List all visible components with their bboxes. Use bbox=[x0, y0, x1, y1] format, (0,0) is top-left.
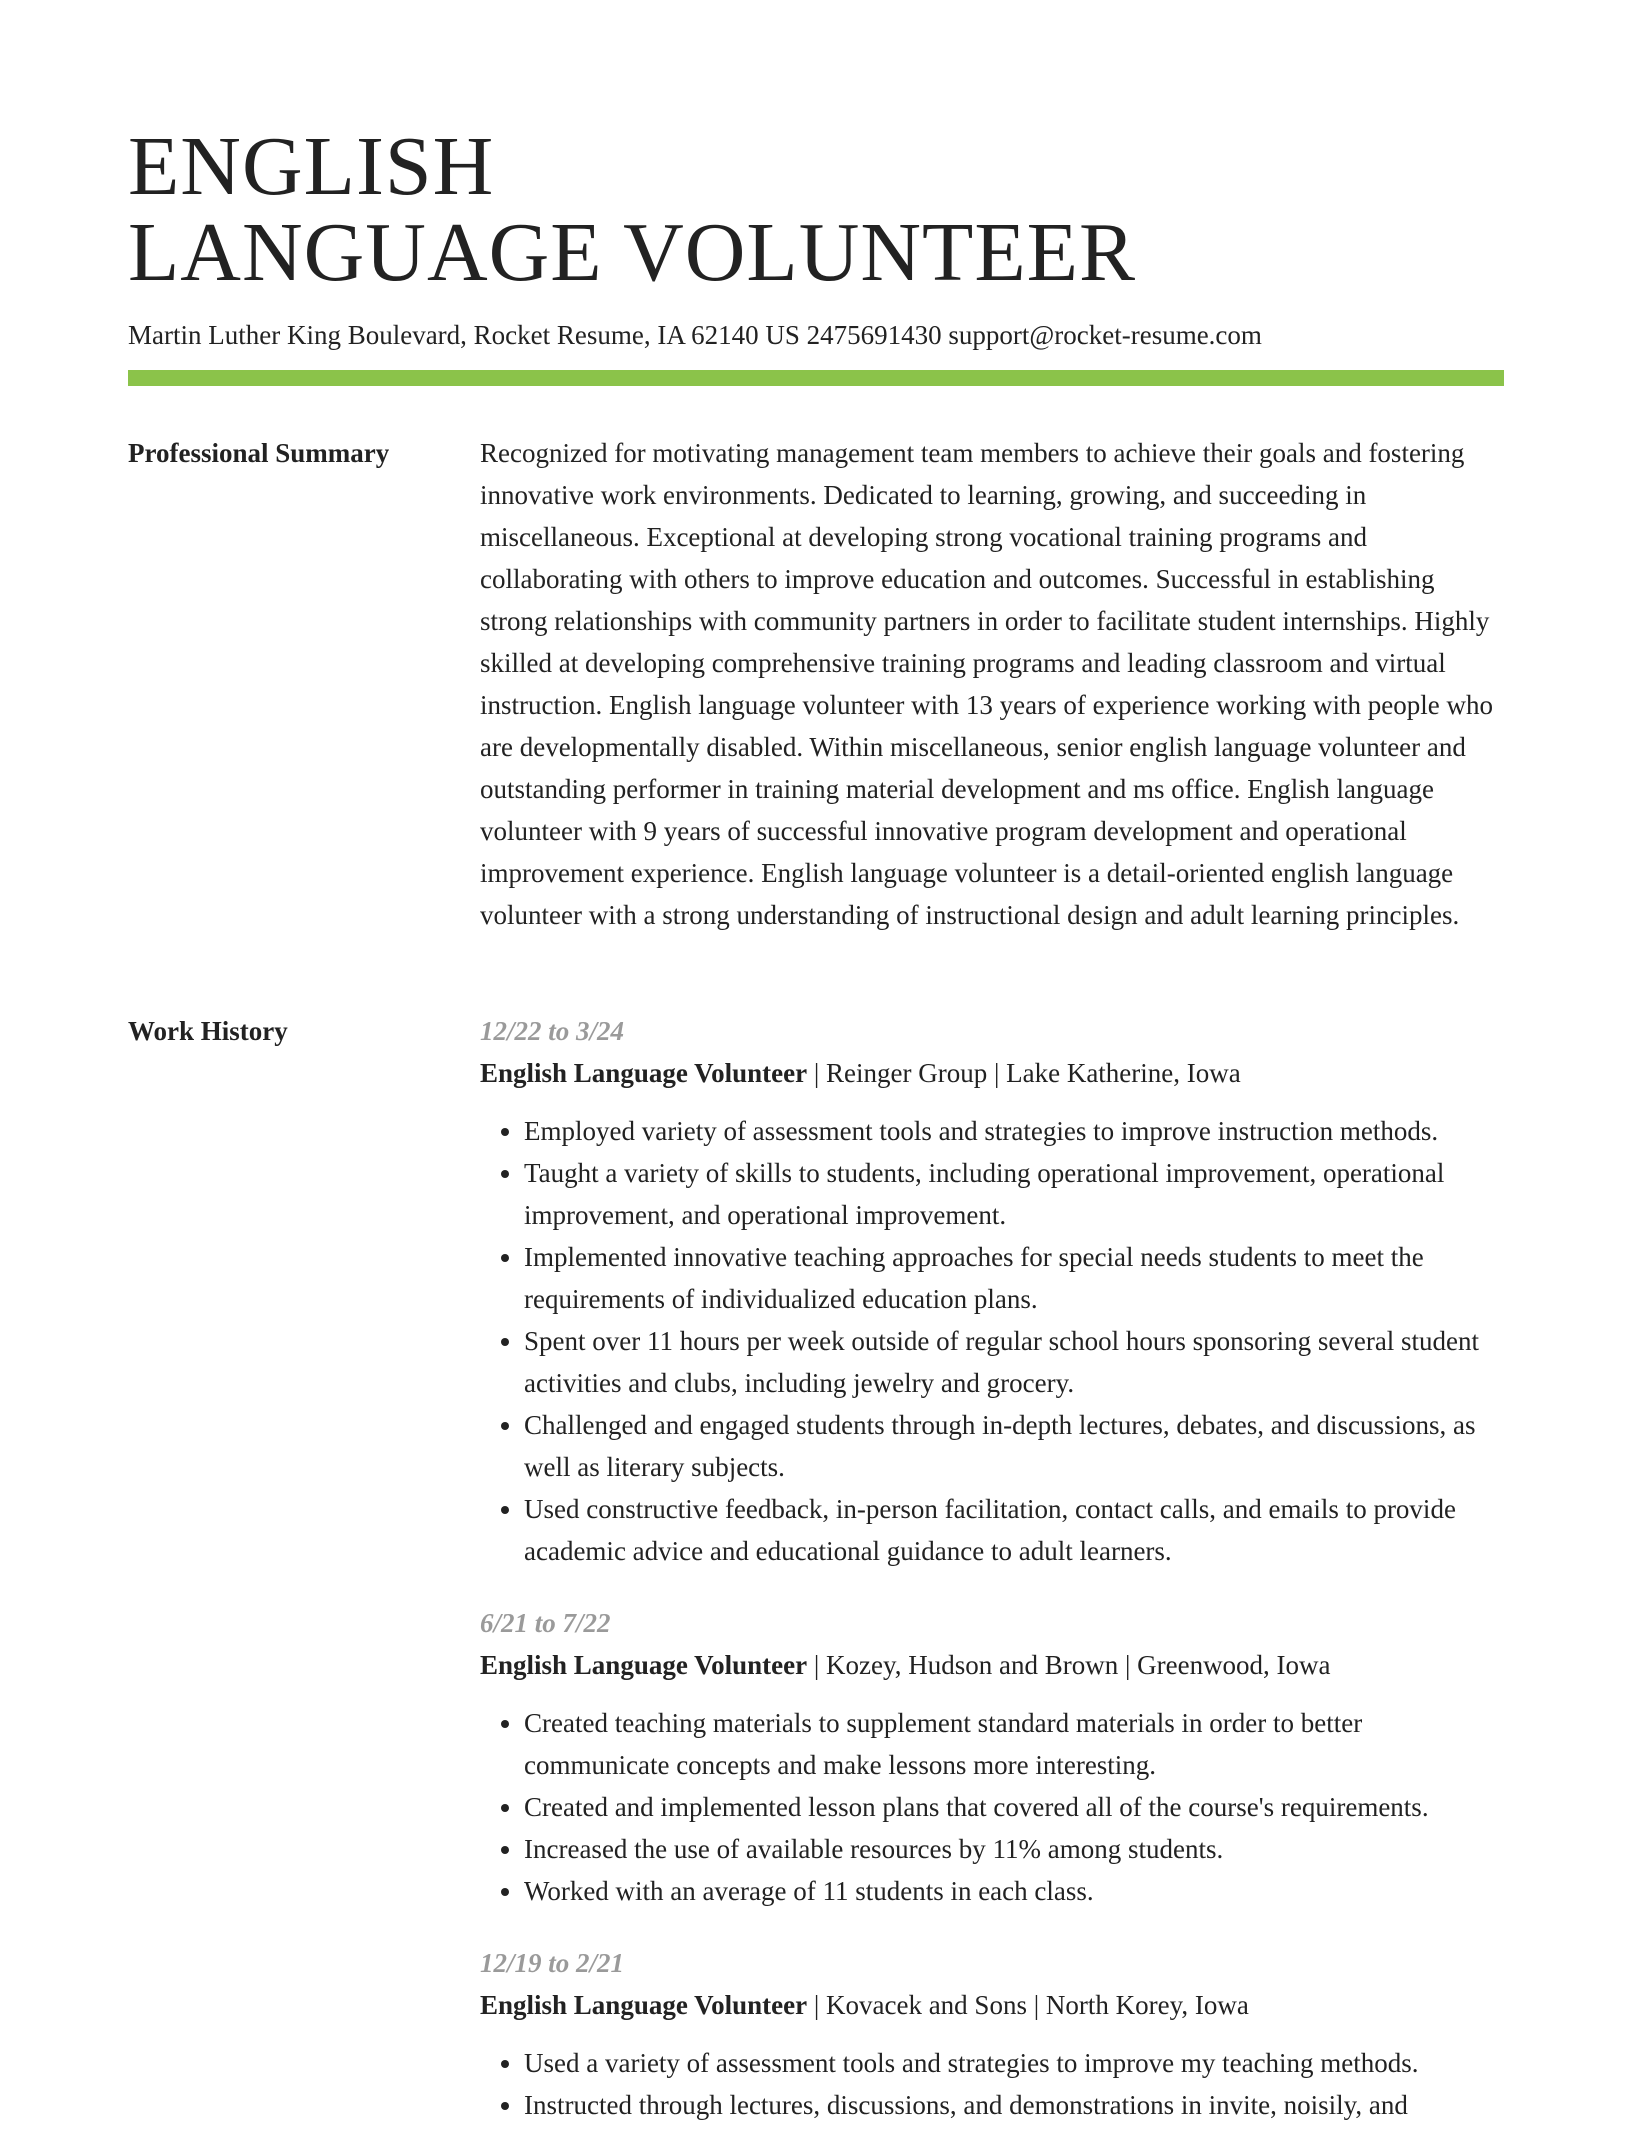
job-details: | Kovacek and Sons | North Korey, Iowa bbox=[807, 1990, 1249, 2020]
job-heading bbox=[480, 1052, 1504, 1094]
bullet-item: • Employed variety of assessment tools and strategies to improve instruction methods. bbox=[524, 1110, 1504, 1152]
summary-heading: Professional Summary bbox=[128, 438, 390, 468]
bullet-item: • Used constructive feedback, in-person facilitation, contact calls, and emails to provide academic advice and educational guidance to adult learners. bbox=[524, 1488, 1504, 1572]
work-history-body bbox=[480, 1010, 1504, 2156]
job-title: English Language Volunteer bbox=[480, 1990, 808, 2020]
bullet-item: • Taught a variety of skills to students, including operational improvement, operational improvement, and operational improvement. bbox=[524, 1152, 1504, 1236]
job-entry bbox=[480, 1010, 1504, 1572]
bullet-item: • Worked with an average of 11 students in each class. bbox=[524, 1870, 1504, 1912]
job-dates: 12/22 to 3/24 bbox=[480, 1016, 625, 1046]
bullet-item: • Instructed through lectures, discussions, and demonstrations in invite, noisily, and bbox=[524, 2084, 1504, 2126]
title-line-2: LANGUAGE VOLUNTEER bbox=[128, 206, 1136, 299]
title-line-1: ENGLISH bbox=[128, 120, 495, 213]
job-bullets bbox=[480, 1110, 1504, 1572]
accent-divider bbox=[128, 370, 1504, 386]
bullet-item: • Challenged and engaged students through in-depth lectures, debates, and discussions, as well as literary subjects. bbox=[524, 1404, 1504, 1488]
summary-text: Recognized for motivating management team members to achieve their goals and fostering innovative work environments. Dedicated to learning, growing, and succeeding in miscellaneous. Exceptional at developing strong vocational training programs and collaborating with others to improve education and outcomes. Successful in establishing strong relationships with community partners in order to facilitate student internships. Highly skilled at developing comprehensive training programs and leading classroom and virtual instruction. English language volunteer with 13 years of experience working with people who are developmentally disabled. Within miscellaneous, senior english language volunteer and outstanding performer in training material development and ms office. English language volunteer with 9 years of successful innovative program development and operational improvement experience. English language volunteer is a detail-oriented english language volunteer with a strong understanding of instructional design and adult learning principles. bbox=[480, 438, 1493, 930]
job-details: | Kozey, Hudson and Brown | Greenwood, Iowa bbox=[807, 1650, 1331, 1680]
summary-body bbox=[480, 432, 1504, 936]
job-entry bbox=[480, 1602, 1504, 1912]
bullet-item: • Implemented innovative teaching approaches for special needs students to meet the requirements of individualized education plans. bbox=[524, 1236, 1504, 1320]
contact-info: Martin Luther King Boulevard, Rocket Resume, IA 62140 US 2475691430 support@rocket-resume.com bbox=[128, 320, 1262, 350]
resume-header bbox=[128, 120, 1504, 352]
bullet-item: • Created and implemented lesson plans that covered all of the course's requirements. bbox=[524, 1786, 1504, 1828]
job-title: English Language Volunteer bbox=[480, 1058, 808, 1088]
bullet-item: • Used a variety of assessment tools and strategies to improve my teaching methods. bbox=[524, 2042, 1504, 2084]
job-title: English Language Volunteer bbox=[480, 1650, 808, 1680]
job-heading bbox=[480, 1984, 1504, 2026]
job-dates: 12/19 to 2/21 bbox=[480, 1948, 625, 1978]
job-details: | Reinger Group | Lake Katherine, Iowa bbox=[807, 1058, 1241, 1088]
bullet-item: • Spent over 11 hours per week outside of regular school hours sponsoring several student activities and clubs, including jewelry and grocery. bbox=[524, 1320, 1504, 1404]
job-bullets bbox=[480, 2042, 1504, 2126]
job-bullets bbox=[480, 1702, 1504, 1912]
bullet-item: • Created teaching materials to supplement standard materials in order to better communicate concepts and make lessons more interesting. bbox=[524, 1702, 1504, 1786]
job-heading bbox=[480, 1644, 1504, 1686]
bullet-item: • Increased the use of available resources by 11% among students. bbox=[524, 1828, 1504, 1870]
job-dates: 6/21 to 7/22 bbox=[480, 1608, 611, 1638]
job-entry bbox=[480, 1942, 1504, 2126]
work-history-heading: Work History bbox=[128, 1016, 288, 1046]
